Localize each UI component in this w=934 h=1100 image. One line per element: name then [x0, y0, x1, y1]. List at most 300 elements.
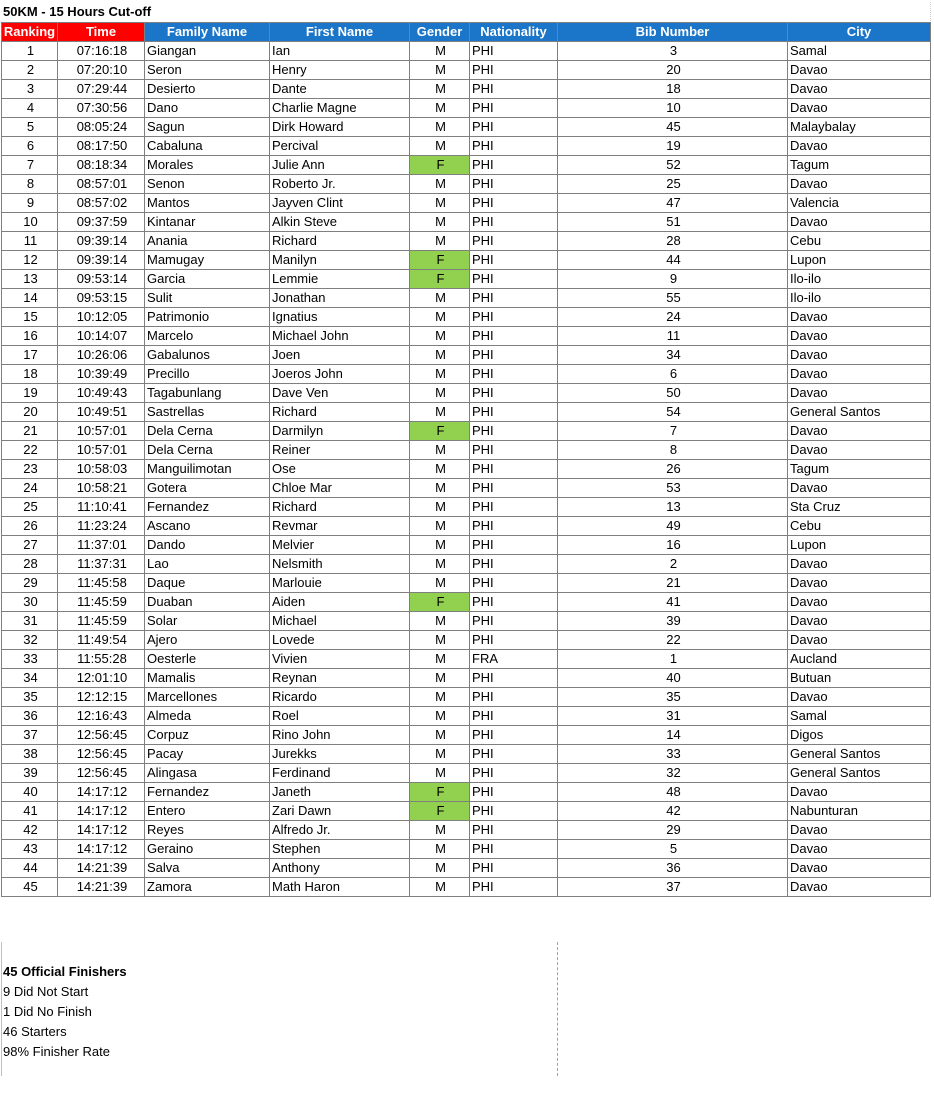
cell-first-name[interactable]: Ose	[270, 460, 410, 479]
cell-time[interactable]: 10:49:43	[58, 384, 145, 403]
cell-bib-number[interactable]: 51	[558, 213, 788, 232]
cell-bib-number[interactable]: 25	[558, 175, 788, 194]
cell-family-name[interactable]: Ajero	[145, 631, 270, 650]
cell-nationality[interactable]: PHI	[470, 555, 558, 574]
cell-time[interactable]: 12:01:10	[58, 669, 145, 688]
cell-gender[interactable]: M	[410, 99, 470, 118]
cell-city[interactable]: Lupon	[788, 251, 931, 270]
cell-nationality[interactable]: PHI	[470, 308, 558, 327]
cell-family-name[interactable]: Manguilimotan	[145, 460, 270, 479]
cell-nationality[interactable]: PHI	[470, 251, 558, 270]
cell-time[interactable]: 09:37:59	[58, 213, 145, 232]
cell-ranking[interactable]: 25	[2, 498, 58, 517]
cell-first-name[interactable]: Lovede	[270, 631, 410, 650]
cell-bib-number[interactable]: 35	[558, 688, 788, 707]
cell-time[interactable]: 08:57:02	[58, 194, 145, 213]
cell-ranking[interactable]: 7	[2, 156, 58, 175]
cell-nationality[interactable]: PHI	[470, 422, 558, 441]
cell-bib-number[interactable]: 7	[558, 422, 788, 441]
summary-starters[interactable]: 46 Starters	[3, 1024, 67, 1039]
cell-bib-number[interactable]: 1	[558, 650, 788, 669]
cell-bib-number[interactable]: 21	[558, 574, 788, 593]
cell-ranking[interactable]: 14	[2, 289, 58, 308]
cell-nationality[interactable]: PHI	[470, 783, 558, 802]
cell-time[interactable]: 09:39:14	[58, 232, 145, 251]
cell-first-name[interactable]: Ferdinand	[270, 764, 410, 783]
cell-city[interactable]: Samal	[788, 42, 931, 61]
cell-city[interactable]: General Santos	[788, 745, 931, 764]
cell-family-name[interactable]: Dela Cerna	[145, 441, 270, 460]
cell-city[interactable]: Sta Cruz	[788, 498, 931, 517]
cell-nationality[interactable]: PHI	[470, 726, 558, 745]
cell-nationality[interactable]: PHI	[470, 327, 558, 346]
cell-first-name[interactable]: Vivien	[270, 650, 410, 669]
cell-family-name[interactable]: Zamora	[145, 878, 270, 897]
cell-first-name[interactable]: Reiner	[270, 441, 410, 460]
cell-nationality[interactable]: PHI	[470, 99, 558, 118]
cell-gender[interactable]: M	[410, 650, 470, 669]
cell-nationality[interactable]: PHI	[470, 175, 558, 194]
cell-family-name[interactable]: Gabalunos	[145, 346, 270, 365]
cell-gender[interactable]: M	[410, 669, 470, 688]
cell-nationality[interactable]: PHI	[470, 669, 558, 688]
cell-bib-number[interactable]: 9	[558, 270, 788, 289]
cell-ranking[interactable]: 10	[2, 213, 58, 232]
cell-bib-number[interactable]: 13	[558, 498, 788, 517]
cell-nationality[interactable]: PHI	[470, 403, 558, 422]
cell-city[interactable]: Davao	[788, 213, 931, 232]
cell-family-name[interactable]: Fernandez	[145, 783, 270, 802]
cell-nationality[interactable]: PHI	[470, 479, 558, 498]
cell-ranking[interactable]: 32	[2, 631, 58, 650]
cell-bib-number[interactable]: 55	[558, 289, 788, 308]
cell-gender[interactable]: M	[410, 498, 470, 517]
cell-city[interactable]: Aucland	[788, 650, 931, 669]
cell-ranking[interactable]: 11	[2, 232, 58, 251]
cell-first-name[interactable]: Alkin Steve	[270, 213, 410, 232]
cell-family-name[interactable]: Desierto	[145, 80, 270, 99]
cell-first-name[interactable]: Richard	[270, 232, 410, 251]
cell-time[interactable]: 14:17:12	[58, 821, 145, 840]
cell-gender[interactable]: M	[410, 612, 470, 631]
cell-gender[interactable]: M	[410, 479, 470, 498]
cell-nationality[interactable]: PHI	[470, 840, 558, 859]
cell-time[interactable]: 07:29:44	[58, 80, 145, 99]
cell-first-name[interactable]: Dave Ven	[270, 384, 410, 403]
cell-nationality[interactable]: PHI	[470, 384, 558, 403]
cell-time[interactable]: 11:23:24	[58, 517, 145, 536]
cell-bib-number[interactable]: 31	[558, 707, 788, 726]
cell-first-name[interactable]: Ian	[270, 42, 410, 61]
col-header-family-name[interactable]: Family Name	[145, 23, 270, 42]
cell-first-name[interactable]: Revmar	[270, 517, 410, 536]
cell-first-name[interactable]: Joen	[270, 346, 410, 365]
cell-family-name[interactable]: Reyes	[145, 821, 270, 840]
cell-bib-number[interactable]: 20	[558, 61, 788, 80]
cell-city[interactable]: Davao	[788, 555, 931, 574]
cell-family-name[interactable]: Sulit	[145, 289, 270, 308]
cell-ranking[interactable]: 19	[2, 384, 58, 403]
cell-first-name[interactable]: Ignatius	[270, 308, 410, 327]
cell-ranking[interactable]: 33	[2, 650, 58, 669]
cell-city[interactable]: Davao	[788, 422, 931, 441]
cell-bib-number[interactable]: 11	[558, 327, 788, 346]
cell-city[interactable]: Davao	[788, 175, 931, 194]
cell-time[interactable]: 09:53:14	[58, 270, 145, 289]
cell-family-name[interactable]: Fernandez	[145, 498, 270, 517]
cell-bib-number[interactable]: 50	[558, 384, 788, 403]
cell-first-name[interactable]: Alfredo Jr.	[270, 821, 410, 840]
summary-finishers[interactable]: 45 Official Finishers	[3, 964, 127, 979]
cell-family-name[interactable]: Cabaluna	[145, 137, 270, 156]
cell-gender[interactable]: M	[410, 194, 470, 213]
cell-first-name[interactable]: Dante	[270, 80, 410, 99]
cell-ranking[interactable]: 43	[2, 840, 58, 859]
cell-ranking[interactable]: 8	[2, 175, 58, 194]
cell-family-name[interactable]: Dela Cerna	[145, 422, 270, 441]
cell-nationality[interactable]: PHI	[470, 61, 558, 80]
cell-bib-number[interactable]: 6	[558, 365, 788, 384]
cell-nationality[interactable]: PHI	[470, 821, 558, 840]
cell-first-name[interactable]: Nelsmith	[270, 555, 410, 574]
cell-time[interactable]: 14:21:39	[58, 859, 145, 878]
cell-family-name[interactable]: Duaban	[145, 593, 270, 612]
cell-family-name[interactable]: Pacay	[145, 745, 270, 764]
cell-first-name[interactable]: Anthony	[270, 859, 410, 878]
cell-family-name[interactable]: Marcelo	[145, 327, 270, 346]
cell-city[interactable]: Davao	[788, 61, 931, 80]
cell-family-name[interactable]: Patrimonio	[145, 308, 270, 327]
cell-first-name[interactable]: Michael John	[270, 327, 410, 346]
cell-city[interactable]: Davao	[788, 612, 931, 631]
cell-time[interactable]: 12:56:45	[58, 745, 145, 764]
cell-time[interactable]: 11:55:28	[58, 650, 145, 669]
cell-time[interactable]: 11:37:01	[58, 536, 145, 555]
cell-nationality[interactable]: PHI	[470, 859, 558, 878]
cell-gender[interactable]: M	[410, 42, 470, 61]
cell-ranking[interactable]: 5	[2, 118, 58, 137]
cell-family-name[interactable]: Anania	[145, 232, 270, 251]
cell-bib-number[interactable]: 34	[558, 346, 788, 365]
cell-family-name[interactable]: Seron	[145, 61, 270, 80]
cell-nationality[interactable]: PHI	[470, 631, 558, 650]
cell-gender[interactable]: M	[410, 574, 470, 593]
cell-time[interactable]: 11:49:54	[58, 631, 145, 650]
cell-nationality[interactable]: PHI	[470, 517, 558, 536]
cell-gender[interactable]: M	[410, 232, 470, 251]
cell-city[interactable]: Malaybalay	[788, 118, 931, 137]
cell-first-name[interactable]: Aiden	[270, 593, 410, 612]
cell-time[interactable]: 10:49:51	[58, 403, 145, 422]
col-header-city[interactable]: City	[788, 23, 931, 42]
summary-dnf[interactable]: 1 Did No Finish	[3, 1004, 92, 1019]
cell-nationality[interactable]: PHI	[470, 156, 558, 175]
cell-bib-number[interactable]: 36	[558, 859, 788, 878]
cell-ranking[interactable]: 44	[2, 859, 58, 878]
cell-gender[interactable]: M	[410, 631, 470, 650]
cell-first-name[interactable]: Zari Dawn	[270, 802, 410, 821]
cell-ranking[interactable]: 15	[2, 308, 58, 327]
cell-bib-number[interactable]: 44	[558, 251, 788, 270]
cell-bib-number[interactable]: 18	[558, 80, 788, 99]
cell-time[interactable]: 14:17:12	[58, 802, 145, 821]
cell-gender[interactable]: M	[410, 840, 470, 859]
cell-first-name[interactable]: Jurekks	[270, 745, 410, 764]
cell-bib-number[interactable]: 16	[558, 536, 788, 555]
cell-city[interactable]: Davao	[788, 137, 931, 156]
cell-ranking[interactable]: 37	[2, 726, 58, 745]
cell-city[interactable]: Davao	[788, 479, 931, 498]
cell-gender[interactable]: M	[410, 175, 470, 194]
cell-first-name[interactable]: Jayven Clint	[270, 194, 410, 213]
cell-gender[interactable]: M	[410, 80, 470, 99]
cell-family-name[interactable]: Garcia	[145, 270, 270, 289]
cell-city[interactable]: Samal	[788, 707, 931, 726]
cell-gender[interactable]: M	[410, 365, 470, 384]
cell-city[interactable]: Davao	[788, 441, 931, 460]
cell-nationality[interactable]: PHI	[470, 232, 558, 251]
cell-ranking[interactable]: 17	[2, 346, 58, 365]
cell-nationality[interactable]: PHI	[470, 802, 558, 821]
cell-nationality[interactable]: PHI	[470, 80, 558, 99]
cell-gender[interactable]: F	[410, 783, 470, 802]
cell-ranking[interactable]: 41	[2, 802, 58, 821]
cell-gender[interactable]: M	[410, 517, 470, 536]
cell-time[interactable]: 09:39:14	[58, 251, 145, 270]
cell-gender[interactable]: F	[410, 593, 470, 612]
cell-city[interactable]: Valencia	[788, 194, 931, 213]
cell-bib-number[interactable]: 37	[558, 878, 788, 897]
cell-gender[interactable]: M	[410, 118, 470, 137]
cell-first-name[interactable]: Michael	[270, 612, 410, 631]
cell-city[interactable]: General Santos	[788, 403, 931, 422]
cell-city[interactable]: Tagum	[788, 460, 931, 479]
cell-gender[interactable]: M	[410, 213, 470, 232]
cell-time[interactable]: 11:10:41	[58, 498, 145, 517]
cell-nationality[interactable]: PHI	[470, 574, 558, 593]
cell-ranking[interactable]: 39	[2, 764, 58, 783]
cell-bib-number[interactable]: 29	[558, 821, 788, 840]
cell-gender[interactable]: M	[410, 327, 470, 346]
cell-family-name[interactable]: Mamalis	[145, 669, 270, 688]
cell-time[interactable]: 10:58:03	[58, 460, 145, 479]
cell-family-name[interactable]: Gotera	[145, 479, 270, 498]
cell-city[interactable]: Cebu	[788, 232, 931, 251]
cell-gender[interactable]: M	[410, 745, 470, 764]
cell-gender[interactable]: F	[410, 422, 470, 441]
cell-ranking[interactable]: 13	[2, 270, 58, 289]
cell-first-name[interactable]: Reynan	[270, 669, 410, 688]
cell-ranking[interactable]: 20	[2, 403, 58, 422]
cell-family-name[interactable]: Mantos	[145, 194, 270, 213]
cell-time[interactable]: 08:17:50	[58, 137, 145, 156]
cell-gender[interactable]: M	[410, 289, 470, 308]
cell-ranking[interactable]: 2	[2, 61, 58, 80]
col-header-bib-number[interactable]: Bib Number	[558, 23, 788, 42]
cell-city[interactable]: Davao	[788, 365, 931, 384]
cell-city[interactable]: Davao	[788, 821, 931, 840]
cell-ranking[interactable]: 23	[2, 460, 58, 479]
cell-nationality[interactable]: PHI	[470, 498, 558, 517]
cell-family-name[interactable]: Geraino	[145, 840, 270, 859]
cell-family-name[interactable]: Giangan	[145, 42, 270, 61]
cell-city[interactable]: Davao	[788, 384, 931, 403]
cell-bib-number[interactable]: 45	[558, 118, 788, 137]
cell-time[interactable]: 10:58:21	[58, 479, 145, 498]
cell-gender[interactable]: M	[410, 859, 470, 878]
cell-nationality[interactable]: PHI	[470, 118, 558, 137]
cell-city[interactable]: Davao	[788, 840, 931, 859]
cell-first-name[interactable]: Janeth	[270, 783, 410, 802]
cell-family-name[interactable]: Sastrellas	[145, 403, 270, 422]
cell-bib-number[interactable]: 42	[558, 802, 788, 821]
cell-city[interactable]: Digos	[788, 726, 931, 745]
cell-bib-number[interactable]: 8	[558, 441, 788, 460]
cell-nationality[interactable]: PHI	[470, 536, 558, 555]
cell-time[interactable]: 14:21:39	[58, 878, 145, 897]
cell-nationality[interactable]: PHI	[470, 441, 558, 460]
cell-time[interactable]: 10:57:01	[58, 422, 145, 441]
cell-time[interactable]: 12:12:15	[58, 688, 145, 707]
cell-city[interactable]: Davao	[788, 80, 931, 99]
cell-gender[interactable]: M	[410, 726, 470, 745]
cell-time[interactable]: 12:16:43	[58, 707, 145, 726]
summary-dns[interactable]: 9 Did Not Start	[3, 984, 89, 999]
cell-ranking[interactable]: 35	[2, 688, 58, 707]
cell-time[interactable]: 08:18:34	[58, 156, 145, 175]
cell-bib-number[interactable]: 40	[558, 669, 788, 688]
cell-nationality[interactable]: PHI	[470, 612, 558, 631]
cell-bib-number[interactable]: 24	[558, 308, 788, 327]
cell-time[interactable]: 07:16:18	[58, 42, 145, 61]
cell-bib-number[interactable]: 53	[558, 479, 788, 498]
cell-bib-number[interactable]: 26	[558, 460, 788, 479]
cell-time[interactable]: 10:39:49	[58, 365, 145, 384]
cell-family-name[interactable]: Sagun	[145, 118, 270, 137]
cell-time[interactable]: 11:45:59	[58, 593, 145, 612]
cell-bib-number[interactable]: 28	[558, 232, 788, 251]
cell-ranking[interactable]: 9	[2, 194, 58, 213]
cell-bib-number[interactable]: 33	[558, 745, 788, 764]
cell-first-name[interactable]: Rino John	[270, 726, 410, 745]
cell-nationality[interactable]: PHI	[470, 745, 558, 764]
cell-family-name[interactable]: Daque	[145, 574, 270, 593]
cell-ranking[interactable]: 40	[2, 783, 58, 802]
cell-ranking[interactable]: 4	[2, 99, 58, 118]
cell-city[interactable]: Cebu	[788, 517, 931, 536]
cell-ranking[interactable]: 21	[2, 422, 58, 441]
cell-ranking[interactable]: 22	[2, 441, 58, 460]
cell-first-name[interactable]: Roberto Jr.	[270, 175, 410, 194]
cell-city[interactable]: Butuan	[788, 669, 931, 688]
cell-city[interactable]: Davao	[788, 783, 931, 802]
cell-family-name[interactable]: Senon	[145, 175, 270, 194]
cell-ranking[interactable]: 28	[2, 555, 58, 574]
cell-gender[interactable]: M	[410, 536, 470, 555]
cell-city[interactable]: Davao	[788, 327, 931, 346]
cell-first-name[interactable]: Dirk Howard	[270, 118, 410, 137]
cell-family-name[interactable]: Salva	[145, 859, 270, 878]
cell-nationality[interactable]: PHI	[470, 593, 558, 612]
cell-ranking[interactable]: 18	[2, 365, 58, 384]
cell-time[interactable]: 10:14:07	[58, 327, 145, 346]
cell-ranking[interactable]: 26	[2, 517, 58, 536]
cell-first-name[interactable]: Richard	[270, 498, 410, 517]
cell-bib-number[interactable]: 54	[558, 403, 788, 422]
cell-bib-number[interactable]: 19	[558, 137, 788, 156]
cell-gender[interactable]: M	[410, 688, 470, 707]
cell-family-name[interactable]: Entero	[145, 802, 270, 821]
cell-nationality[interactable]: PHI	[470, 270, 558, 289]
cell-bib-number[interactable]: 22	[558, 631, 788, 650]
cell-nationality[interactable]: PHI	[470, 365, 558, 384]
cell-ranking[interactable]: 24	[2, 479, 58, 498]
cell-gender[interactable]: F	[410, 251, 470, 270]
cell-gender[interactable]: M	[410, 878, 470, 897]
cell-gender[interactable]: M	[410, 137, 470, 156]
cell-ranking[interactable]: 30	[2, 593, 58, 612]
cell-family-name[interactable]: Lao	[145, 555, 270, 574]
cell-first-name[interactable]: Math Haron	[270, 878, 410, 897]
cell-time[interactable]: 12:56:45	[58, 726, 145, 745]
cell-city[interactable]: Davao	[788, 631, 931, 650]
cell-city[interactable]: Davao	[788, 99, 931, 118]
cell-city[interactable]: Davao	[788, 593, 931, 612]
cell-ranking[interactable]: 42	[2, 821, 58, 840]
cell-ranking[interactable]: 6	[2, 137, 58, 156]
cell-gender[interactable]: M	[410, 441, 470, 460]
summary-rate[interactable]: 98% Finisher Rate	[3, 1044, 110, 1059]
cell-bib-number[interactable]: 52	[558, 156, 788, 175]
cell-bib-number[interactable]: 5	[558, 840, 788, 859]
cell-gender[interactable]: F	[410, 270, 470, 289]
cell-first-name[interactable]: Joeros John	[270, 365, 410, 384]
cell-family-name[interactable]: Oesterle	[145, 650, 270, 669]
cell-nationality[interactable]: PHI	[470, 460, 558, 479]
cell-city[interactable]: Davao	[788, 308, 931, 327]
cell-city[interactable]: Davao	[788, 859, 931, 878]
cell-bib-number[interactable]: 32	[558, 764, 788, 783]
cell-nationality[interactable]: PHI	[470, 346, 558, 365]
cell-time[interactable]: 11:37:31	[58, 555, 145, 574]
cell-nationality[interactable]: FRA	[470, 650, 558, 669]
cell-time[interactable]: 14:17:12	[58, 840, 145, 859]
cell-family-name[interactable]: Dando	[145, 536, 270, 555]
cell-family-name[interactable]: Solar	[145, 612, 270, 631]
cell-first-name[interactable]: Marlouie	[270, 574, 410, 593]
cell-nationality[interactable]: PHI	[470, 764, 558, 783]
cell-ranking[interactable]: 31	[2, 612, 58, 631]
cell-ranking[interactable]: 34	[2, 669, 58, 688]
col-header-ranking[interactable]: Ranking	[2, 23, 58, 42]
cell-first-name[interactable]: Jonathan	[270, 289, 410, 308]
cell-family-name[interactable]: Tagabunlang	[145, 384, 270, 403]
cell-city[interactable]: Ilo-ilo	[788, 289, 931, 308]
cell-bib-number[interactable]: 14	[558, 726, 788, 745]
cell-time[interactable]: 10:12:05	[58, 308, 145, 327]
cell-gender[interactable]: M	[410, 384, 470, 403]
cell-gender[interactable]: M	[410, 308, 470, 327]
cell-time[interactable]: 11:45:58	[58, 574, 145, 593]
cell-first-name[interactable]: Manilyn	[270, 251, 410, 270]
cell-family-name[interactable]: Morales	[145, 156, 270, 175]
cell-city[interactable]: Lupon	[788, 536, 931, 555]
cell-time[interactable]: 11:45:59	[58, 612, 145, 631]
cell-ranking[interactable]: 16	[2, 327, 58, 346]
cell-city[interactable]: Nabunturan	[788, 802, 931, 821]
cell-ranking[interactable]: 12	[2, 251, 58, 270]
col-header-nationality[interactable]: Nationality	[470, 23, 558, 42]
